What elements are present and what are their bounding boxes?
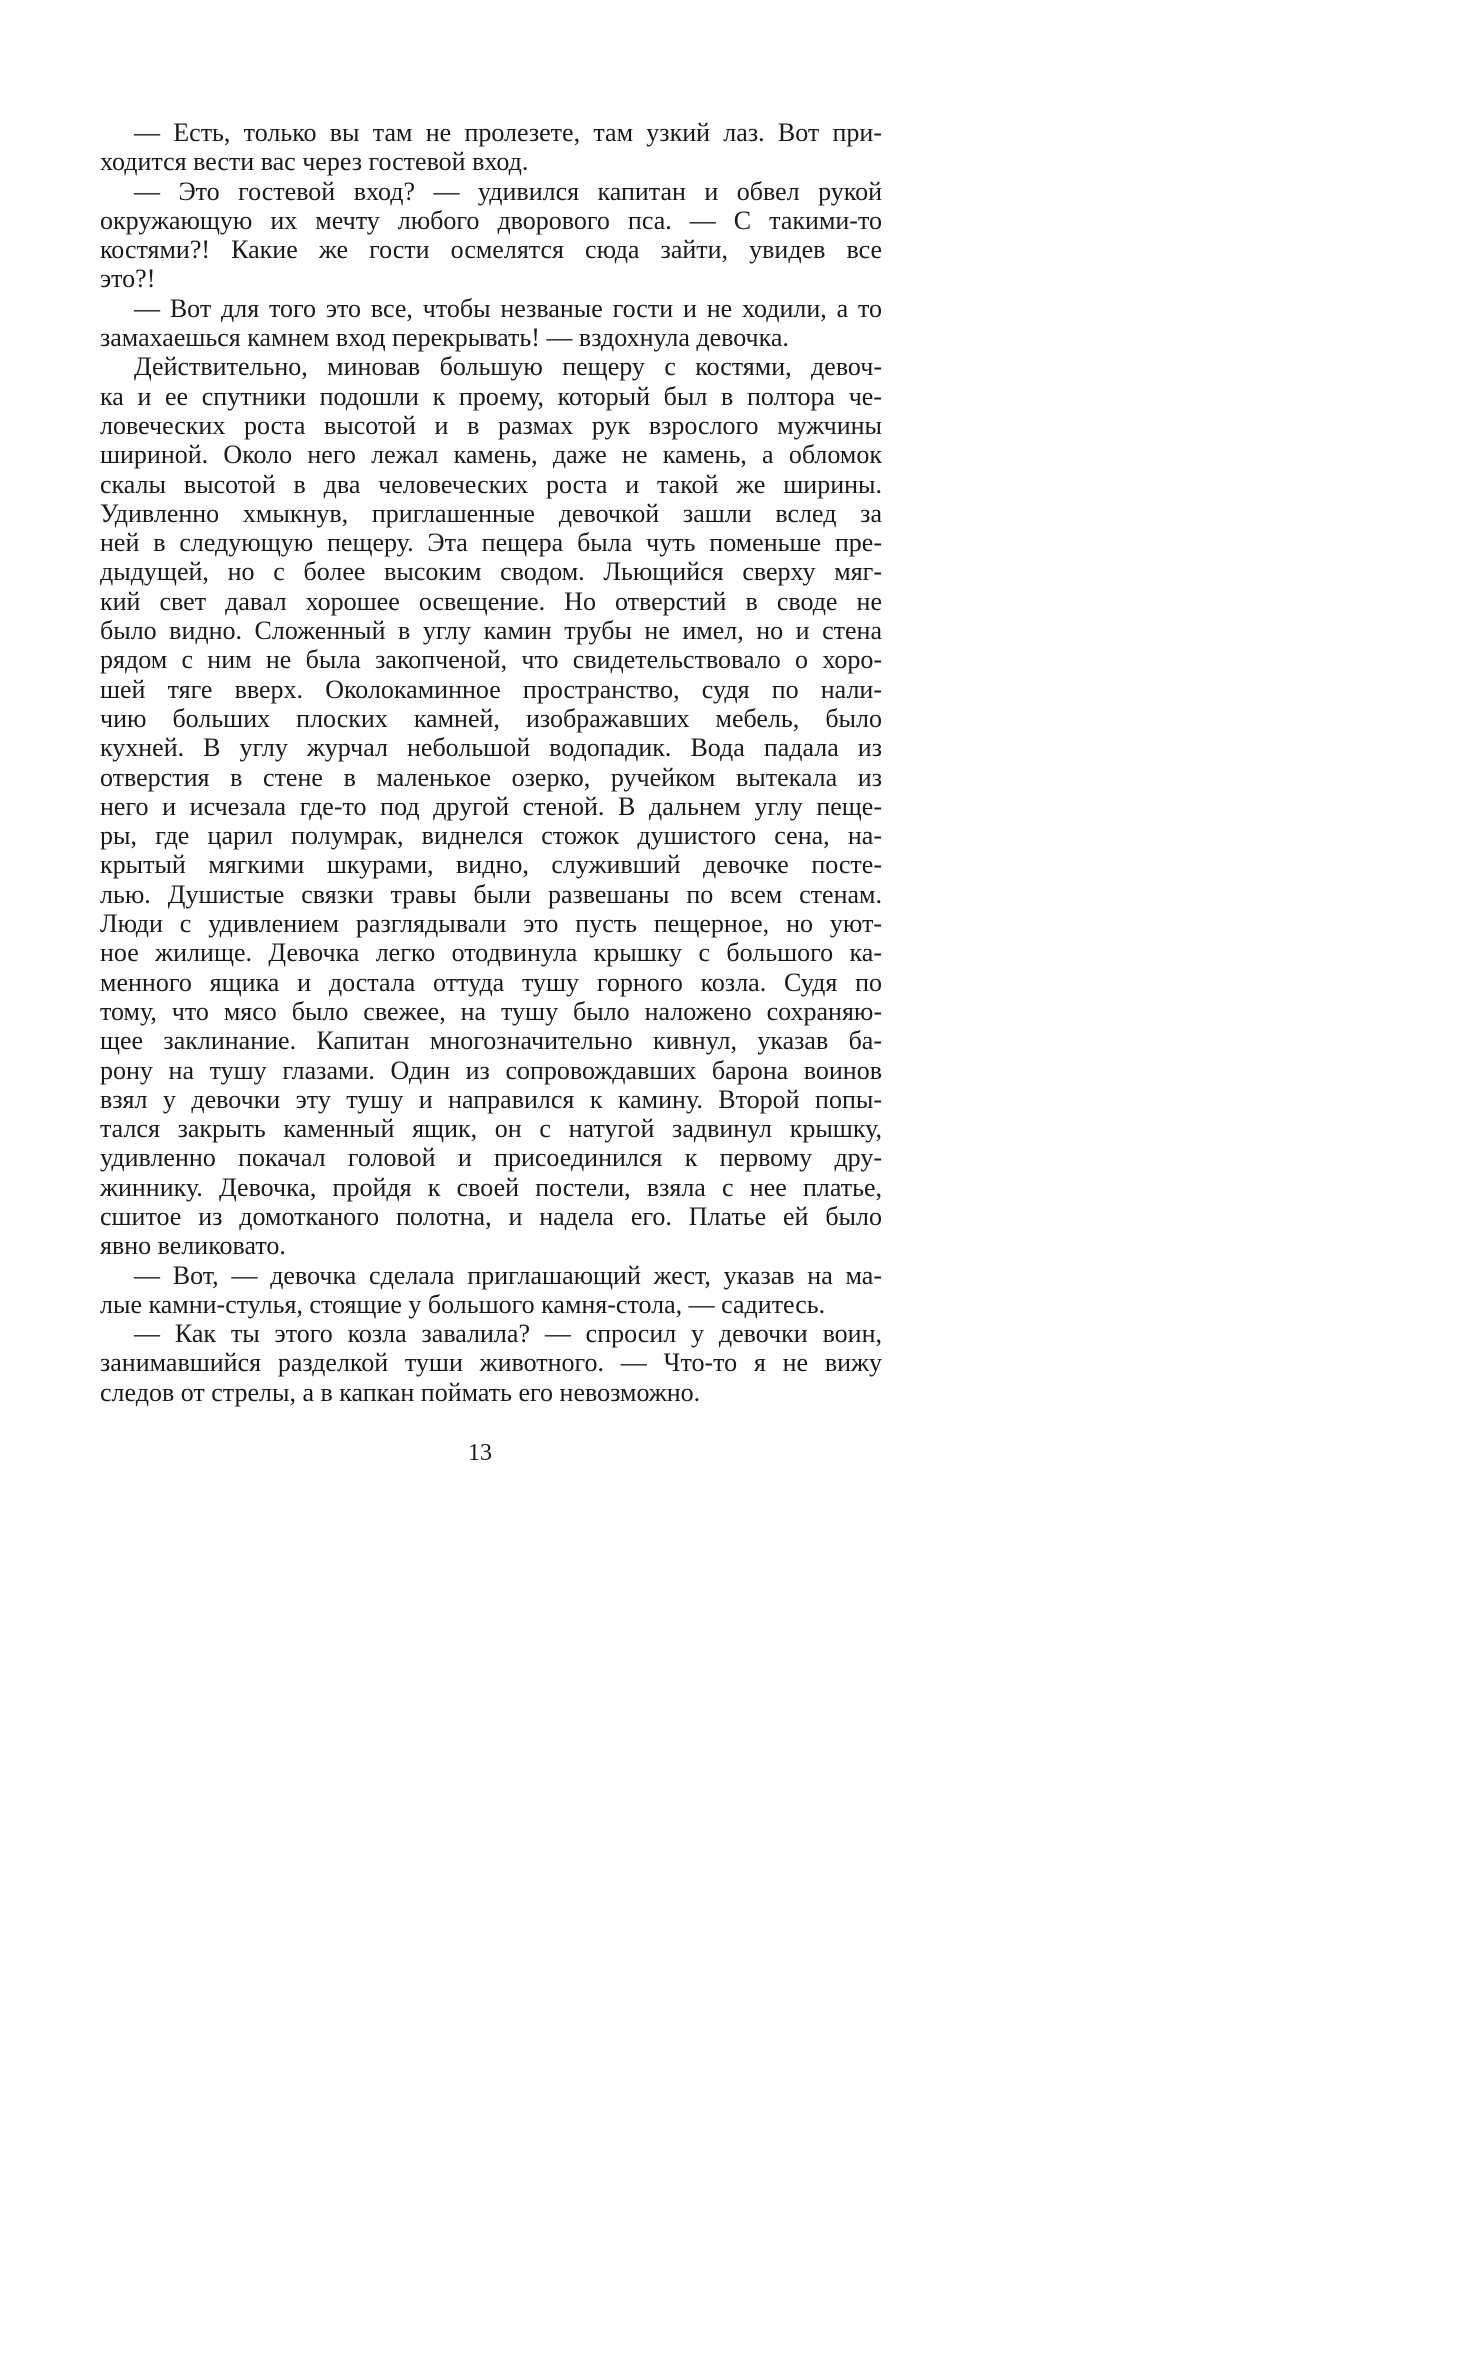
paragraph — [100, 177, 882, 294]
text-line: ней в следующую пещеру. Эта пещера была чуть поменьше пре- — [100, 528, 882, 558]
text-line: чию больших плоских камней, изображавших мебель, было — [100, 703, 882, 733]
text-line: Люди с удивлением разглядывали это пусть пещерное, но уют- — [100, 909, 882, 939]
text-line: ка и ее спутники подошли к проему, который был в полтора че- — [100, 381, 882, 411]
text-line: взял у девочки эту тушу и направился к камину. Второй попы- — [100, 1084, 882, 1114]
text-line: скалы высотой в два человеческих роста и такой же ширины. — [100, 469, 882, 499]
text-line: замахаешься камнем вход перекрывать! — вздохнула девочка. — [100, 323, 789, 353]
text-line: окружающую их мечту любого дворового пса. — С такими-то — [100, 205, 882, 235]
text-line: костями?! Какие же гости осмелятся сюда зайти, увидев все — [100, 235, 882, 265]
text-line: следов от стрелы, а в капкан поймать его невозможно. — [100, 1377, 701, 1407]
text-line: ловеческих роста высотой и в размах рук взрослого мужчины — [100, 410, 882, 440]
text-line: кухней. В углу журчал небольшой водопадик. Вода падала из — [100, 733, 882, 763]
text-line: жиннику. Девочка, пройдя к своей постели, взяла с нее платье, — [100, 1172, 882, 1202]
paragraph — [100, 352, 882, 1260]
body-text — [100, 118, 882, 1407]
text-line: сшитое из домотканого полотна, и надела его. Платье ей было — [100, 1201, 882, 1231]
text-line: — Есть, только вы там не пролезете, там узкий лаз. Вот при- — [134, 118, 882, 147]
text-line: отверстия в стене в маленькое озерко, ручейком вытекала из — [100, 762, 882, 792]
text-line: занимавшийся разделкой туши животного. — Что-то я не вижу — [100, 1348, 882, 1378]
text-line: явно великовато. — [100, 1231, 286, 1261]
text-line: щее заклинание. Капитан многозначительно кивнул, указав ба- — [100, 1026, 882, 1056]
text-line: шей тяге вверх. Околокаминное пространство, судя по нали- — [100, 674, 882, 704]
text-line: — Как ты этого козла завалила? — спросил у девочки воин, — [134, 1319, 882, 1349]
text-line: рону на тушу глазами. Один из сопровождавших барона воинов — [100, 1055, 882, 1085]
text-line: кий свет давал хорошее освещение. Но отверстий в своде не — [100, 586, 882, 616]
text-line: Действительно, миновав большую пещеру с костями, девоч- — [134, 352, 882, 382]
text-line: Удивленно хмыкнув, приглашенные девочкой зашли вслед за — [100, 498, 882, 528]
text-line: — Вот для того это все, чтобы незваные гости и не ходили, а то — [134, 293, 882, 323]
text-line: ное жилище. Девочка легко отодвинула крышку с большого ка- — [100, 938, 882, 968]
paragraph — [100, 1319, 882, 1407]
text-line: ходится вести вас через гостевой вход. — [100, 147, 529, 177]
book-page — [0, 0, 960, 1536]
page-number: 13 — [468, 1440, 492, 1466]
text-line: лью. Душистые связки травы были развешаны по всем стенам. — [100, 879, 882, 909]
text-line: него и исчезала где-то под другой стеной. В дальнем углу пеще- — [100, 791, 882, 821]
text-line: шириной. Около него лежал камень, даже не камень, а обломок — [100, 440, 882, 470]
text-line: это?! — [100, 264, 156, 294]
text-line: дыдущей, но с более высоким сводом. Льющийся сверху мяг- — [100, 557, 882, 587]
paragraph — [100, 294, 882, 353]
text-line: тому, что мясо было свежее, на тушу было наложено сохраняю- — [100, 996, 882, 1026]
text-line: лые камни-стулья, стоящие у большого камня-стола, — садитесь. — [100, 1289, 826, 1319]
paragraph — [100, 118, 882, 177]
text-line: было видно. Сложенный в углу камин трубы не имел, но и стена — [100, 616, 882, 646]
text-line: — Это гостевой вход? — удивился капитан и обвел рукой — [134, 176, 882, 206]
text-line: тался закрыть каменный ящик, он с натугой задвинул крышку, — [100, 1114, 882, 1144]
paragraph — [100, 1261, 882, 1320]
text-line: менного ящика и достала оттуда тушу горного козла. Судя по — [100, 967, 882, 997]
text-line: ры, где царил полумрак, виднелся стожок душистого сена, на- — [100, 821, 882, 851]
text-line: удивленно покачал головой и присоединился к первому дру- — [100, 1143, 882, 1173]
text-line: рядом с ним не была закопченой, что свидетельствовало о хоро- — [100, 645, 882, 675]
text-line: крытый мягкими шкурами, видно, служивший девочке посте- — [100, 850, 882, 880]
text-line: — Вот, — девочка сделала приглашающий жест, указав на ма- — [134, 1260, 882, 1290]
